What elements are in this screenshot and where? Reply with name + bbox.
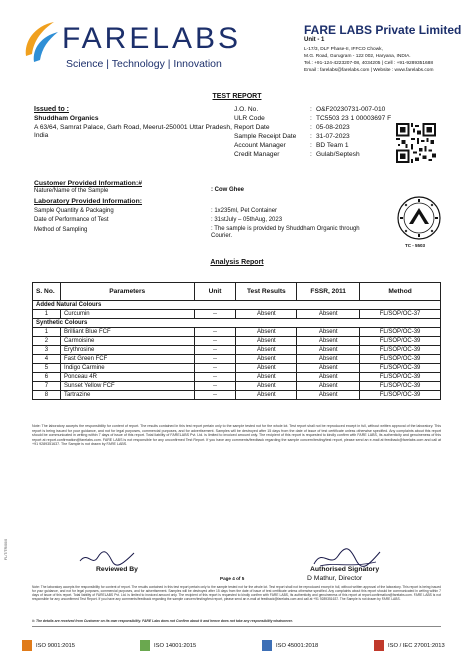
meta-key: Sample Receipt Date [234, 133, 297, 140]
lab-info-heading: Laboratory Provided Information: [34, 198, 143, 205]
meta-row: Report Date : 05-08-2023 [234, 124, 350, 131]
table-cell: -- [194, 337, 236, 346]
table-cell: -- [194, 310, 236, 319]
table-row [33, 337, 441, 346]
table-cell: -- [194, 373, 236, 382]
iso-label: ISO 45001:2018 [276, 642, 319, 649]
table-cell: Absent [236, 382, 297, 391]
iso-badge [22, 640, 75, 651]
meta-key: ULR Code [234, 115, 265, 122]
table-cell: 5 [33, 364, 61, 373]
table-cell: Absent [236, 391, 297, 400]
table-cell: Absent [236, 364, 297, 373]
table-cell: Absent [297, 373, 360, 382]
table-cell: Ponceau 4R [60, 373, 194, 382]
meta-key: Credit Manager [234, 151, 280, 158]
iso-label: ISO 9001:2015 [36, 642, 75, 649]
table-cell: 4 [33, 355, 61, 364]
table-cell: Indigo Carmine [60, 364, 194, 373]
lab-info-value: : The sample is provided by Shuddham Organic through Courier. [211, 226, 360, 239]
accreditation-seal-icon [397, 196, 441, 240]
table-cell: Brilliant Blue FCF [60, 328, 194, 337]
iso-label: ISO 14001:2015 [154, 642, 197, 649]
table-cell: -- [194, 382, 236, 391]
table-cell: 2 [33, 337, 61, 346]
table-group-row [33, 301, 441, 310]
meta-row: Account Manager : BD Team 1 [234, 142, 349, 149]
table-row [33, 373, 441, 382]
table-cell: Absent [297, 382, 360, 391]
issued-to-label: Issued to : [34, 106, 70, 113]
meta-row: Sample Receipt Date : 31-07-2023 [234, 133, 350, 140]
lab-info-label: Sample Quantity & Packaging [34, 208, 114, 214]
company-name: FARE LABS Private Limited [304, 23, 462, 37]
table-cell: Tartrazine [60, 391, 194, 400]
meta-row: ULR Code : TC5503 23 1 00003697 F [234, 115, 392, 122]
company-address-line: L-17/3, DLF Phase-II, IFFCO Chowk, [304, 47, 383, 52]
column-header: Parameters [60, 283, 194, 301]
lab-info-value: : 31stJuly – 05thAug, 2023 [211, 217, 283, 223]
table-cell: FL/SOP/OC-39 [360, 364, 441, 373]
page-number: Page 4 of 5 [220, 576, 245, 581]
iso-badge [262, 640, 318, 651]
table-header-row [33, 283, 441, 301]
table-row [33, 310, 441, 319]
meta-value: Gulab/Septesh [316, 151, 360, 158]
table-cell: 8 [33, 391, 61, 400]
table-cell: -- [194, 355, 236, 364]
table-row [33, 391, 441, 400]
footer-divider [32, 626, 441, 627]
analysis-report-title: Analysis Report [210, 259, 264, 266]
company-contact-line: Tel.: +91-124-4223207-08, 4034205 | Cell : +91-9289351688 [304, 61, 433, 66]
table-row [33, 382, 441, 391]
iso-logo-icon [374, 640, 384, 651]
table-row [33, 355, 441, 364]
customer-nature-label: Nature/Name of the Sample [34, 188, 109, 194]
column-header: Unit [194, 283, 236, 301]
group-label: Added Natural Colours [33, 301, 441, 310]
meta-value: TC5503 23 1 00003697 F [316, 115, 392, 122]
table-cell: Carmoisine [60, 337, 194, 346]
farelabs-logo-icon [20, 18, 60, 66]
table-cell: FL/SOP/OC-39 [360, 382, 441, 391]
table-cell: Sunset Yellow FCF [60, 382, 194, 391]
table-cell: 1 [33, 310, 61, 319]
customer-nature-value: : Cow Ghee [211, 187, 245, 193]
iso-logo-icon [22, 640, 32, 651]
analysis-table [32, 282, 441, 400]
table-cell: FL/SOP/OC-39 [360, 355, 441, 364]
table-cell: 7 [33, 382, 61, 391]
logo-tagline: Science | Technology | Innovation [66, 58, 222, 70]
report-title: TEST REPORT [212, 93, 262, 100]
iso-logo-icon [262, 640, 272, 651]
footer-warning: #: The details are received from Customer on its own responsibility. FARE Labs does not Confirm about it and hence does not take any responsibility whatsoever. [32, 619, 293, 623]
table-row [33, 346, 441, 355]
table-cell: Absent [236, 373, 297, 382]
table-cell: FL/SOP/OC-39 [360, 391, 441, 400]
customer-info-heading: Customer Provided Information:# [34, 180, 143, 187]
qr-code-icon [396, 123, 436, 163]
reviewed-by-label: Reviewed By [96, 566, 138, 573]
column-header: FSSR, 2011 [297, 283, 360, 301]
table-cell: FL/SOP/OC-37 [360, 310, 441, 319]
issued-to-address: A 63/64, Samrat Palace, Garh Road, Meerut-250001 Uttar Pradesh, India [34, 124, 232, 139]
issued-to-name: Shuddham Organics [34, 115, 99, 122]
iso-label: ISO / IEC 27001:2013 [388, 642, 445, 649]
meta-row: J.O. No. : O&F20230731-007-010 [234, 106, 386, 113]
table-cell: Fast Green FCF [60, 355, 194, 364]
table-cell: -- [194, 391, 236, 400]
meta-value: O&F20230731-007-010 [316, 106, 386, 113]
iso-badge [140, 640, 196, 651]
footer-note: Note: The laboratory accepts the responsibility for content of report. The results contained in this test report pertain only to the sample tested not for the whole lot. Test report shall not be reproduced except in full, without written approval of the laboratory. This report is being issued for your guidance, and not for legal purposes, commercial purposes, and for advertisement. Samples will be destroyed after 15 days from the date of issue of test certificate unless otherwise specified. Any complaints about this report should be communicated in writing within 7 days of issue of this report. Total liability of FARELABS Pvt. Ltd. is limited to invoiced amount only. The recipient of this report is requested to kindly confirm with FARE LABS, its authenticity and genuineness of this report at report.confirmation@farelabs.com. FARE LABS is not responsible for any unconfirmed Test Report. If you have any comments/feedback regarding the sample concern/testing/test report, please send an e-mail at feedback@farelabs.com and call at +91 9289351637. The Sample is not drawn by FARE LABS. [32, 585, 441, 602]
column-header: S. No. [33, 283, 61, 301]
table-cell: Absent [297, 346, 360, 355]
table-cell: Absent [297, 310, 360, 319]
table-cell: -- [194, 364, 236, 373]
meta-value: 31-07-2023 [316, 133, 350, 140]
logo-text: FARELABS [62, 22, 242, 55]
table-group-row [33, 319, 441, 328]
table-cell: Absent [297, 328, 360, 337]
table-cell: Absent [236, 328, 297, 337]
table-cell: Absent [297, 337, 360, 346]
table-cell: Absent [297, 391, 360, 400]
table-cell: Erythrosine [60, 346, 194, 355]
iso-logo-icon [140, 640, 150, 651]
company-unit: Unit - 1 [304, 37, 325, 43]
table-cell: Absent [236, 337, 297, 346]
table-cell: 3 [33, 346, 61, 355]
table-cell: FL/SOP/OC-39 [360, 337, 441, 346]
iso-badge [374, 640, 445, 651]
table-cell: 1 [33, 328, 61, 337]
table-row [33, 364, 441, 373]
table-cell: Absent [236, 310, 297, 319]
table-cell: Curcumin [60, 310, 194, 319]
meta-value: BD Team 1 [316, 142, 349, 149]
table-cell: FL/SOP/OC-39 [360, 328, 441, 337]
meta-key: Account Manager [234, 142, 286, 149]
meta-key: Report Date [234, 124, 270, 131]
table-cell: FL/SOP/OC-39 [360, 346, 441, 355]
meta-value: 05-08-2023 [316, 124, 350, 131]
seal-code: TC - 5503 [405, 243, 426, 248]
signatory-name: D Mathur, Director [307, 575, 363, 582]
side-document-code: FL/T/TR/00/0 [4, 538, 8, 560]
meta-key: J.O. No. [234, 106, 259, 113]
report-note: Note: The laboratory accepts the responsibility for content of report. The results contained in this test report pertain only to the sample tested not for the whole lot. Test report shall not be reproduced except in full, without written approval of the laboratory. This report is being issued for your guidance, and not for legal purposes, commercial purposes, and for advertisement. Samples will be destroyed after 15 days from the date of issue of test certificate unless otherwise specified. Any complaints about this report should be communicated in writing within 7 days of issue of this report. Total liability of FARELABS Pvt. Ltd. is limited to invoiced amount only. The recipient of this report is requested to kindly confirm with FARE LABS, its authenticity and genuineness of this report at report.confirmation@farelabs.com. FARE LABS is not responsible for any unconfirmed Test Report. If you have any comments/feedback regarding the sample concern/testing/test report, please send an e-mail at feedback@farelabs.com and call at +91 9289351637. The Sample is not drawn by FARE LABS. [32, 424, 441, 447]
meta-row: Credit Manager : Gulab/Septesh [234, 151, 360, 158]
table-cell: Absent [297, 355, 360, 364]
lab-info-value: : 1x235ml, Pet Container [211, 208, 278, 214]
table-cell: Absent [236, 355, 297, 364]
company-email-line: Email : farelabs@farelabs.com | Website : www.farelabs.com [304, 68, 434, 73]
company-address-line: M.G. Road, Gurugram - 122 002, Haryana, INDIA. [304, 54, 411, 59]
column-header: Test Results [236, 283, 297, 301]
lab-info-label: Method of Sampling [34, 227, 88, 233]
table-cell: Absent [297, 364, 360, 373]
table-cell: FL/SOP/OC-39 [360, 373, 441, 382]
lab-info-label: Date of Performance of Test [34, 217, 109, 223]
table-cell: Absent [236, 346, 297, 355]
table-cell: -- [194, 328, 236, 337]
authorised-signatory-label: Authorised Signatory [310, 566, 380, 573]
table-row [33, 328, 441, 337]
table-cell: 6 [33, 373, 61, 382]
table-cell: -- [194, 346, 236, 355]
group-label: Synthetic Colours [33, 319, 441, 328]
column-header: Method [360, 283, 441, 301]
